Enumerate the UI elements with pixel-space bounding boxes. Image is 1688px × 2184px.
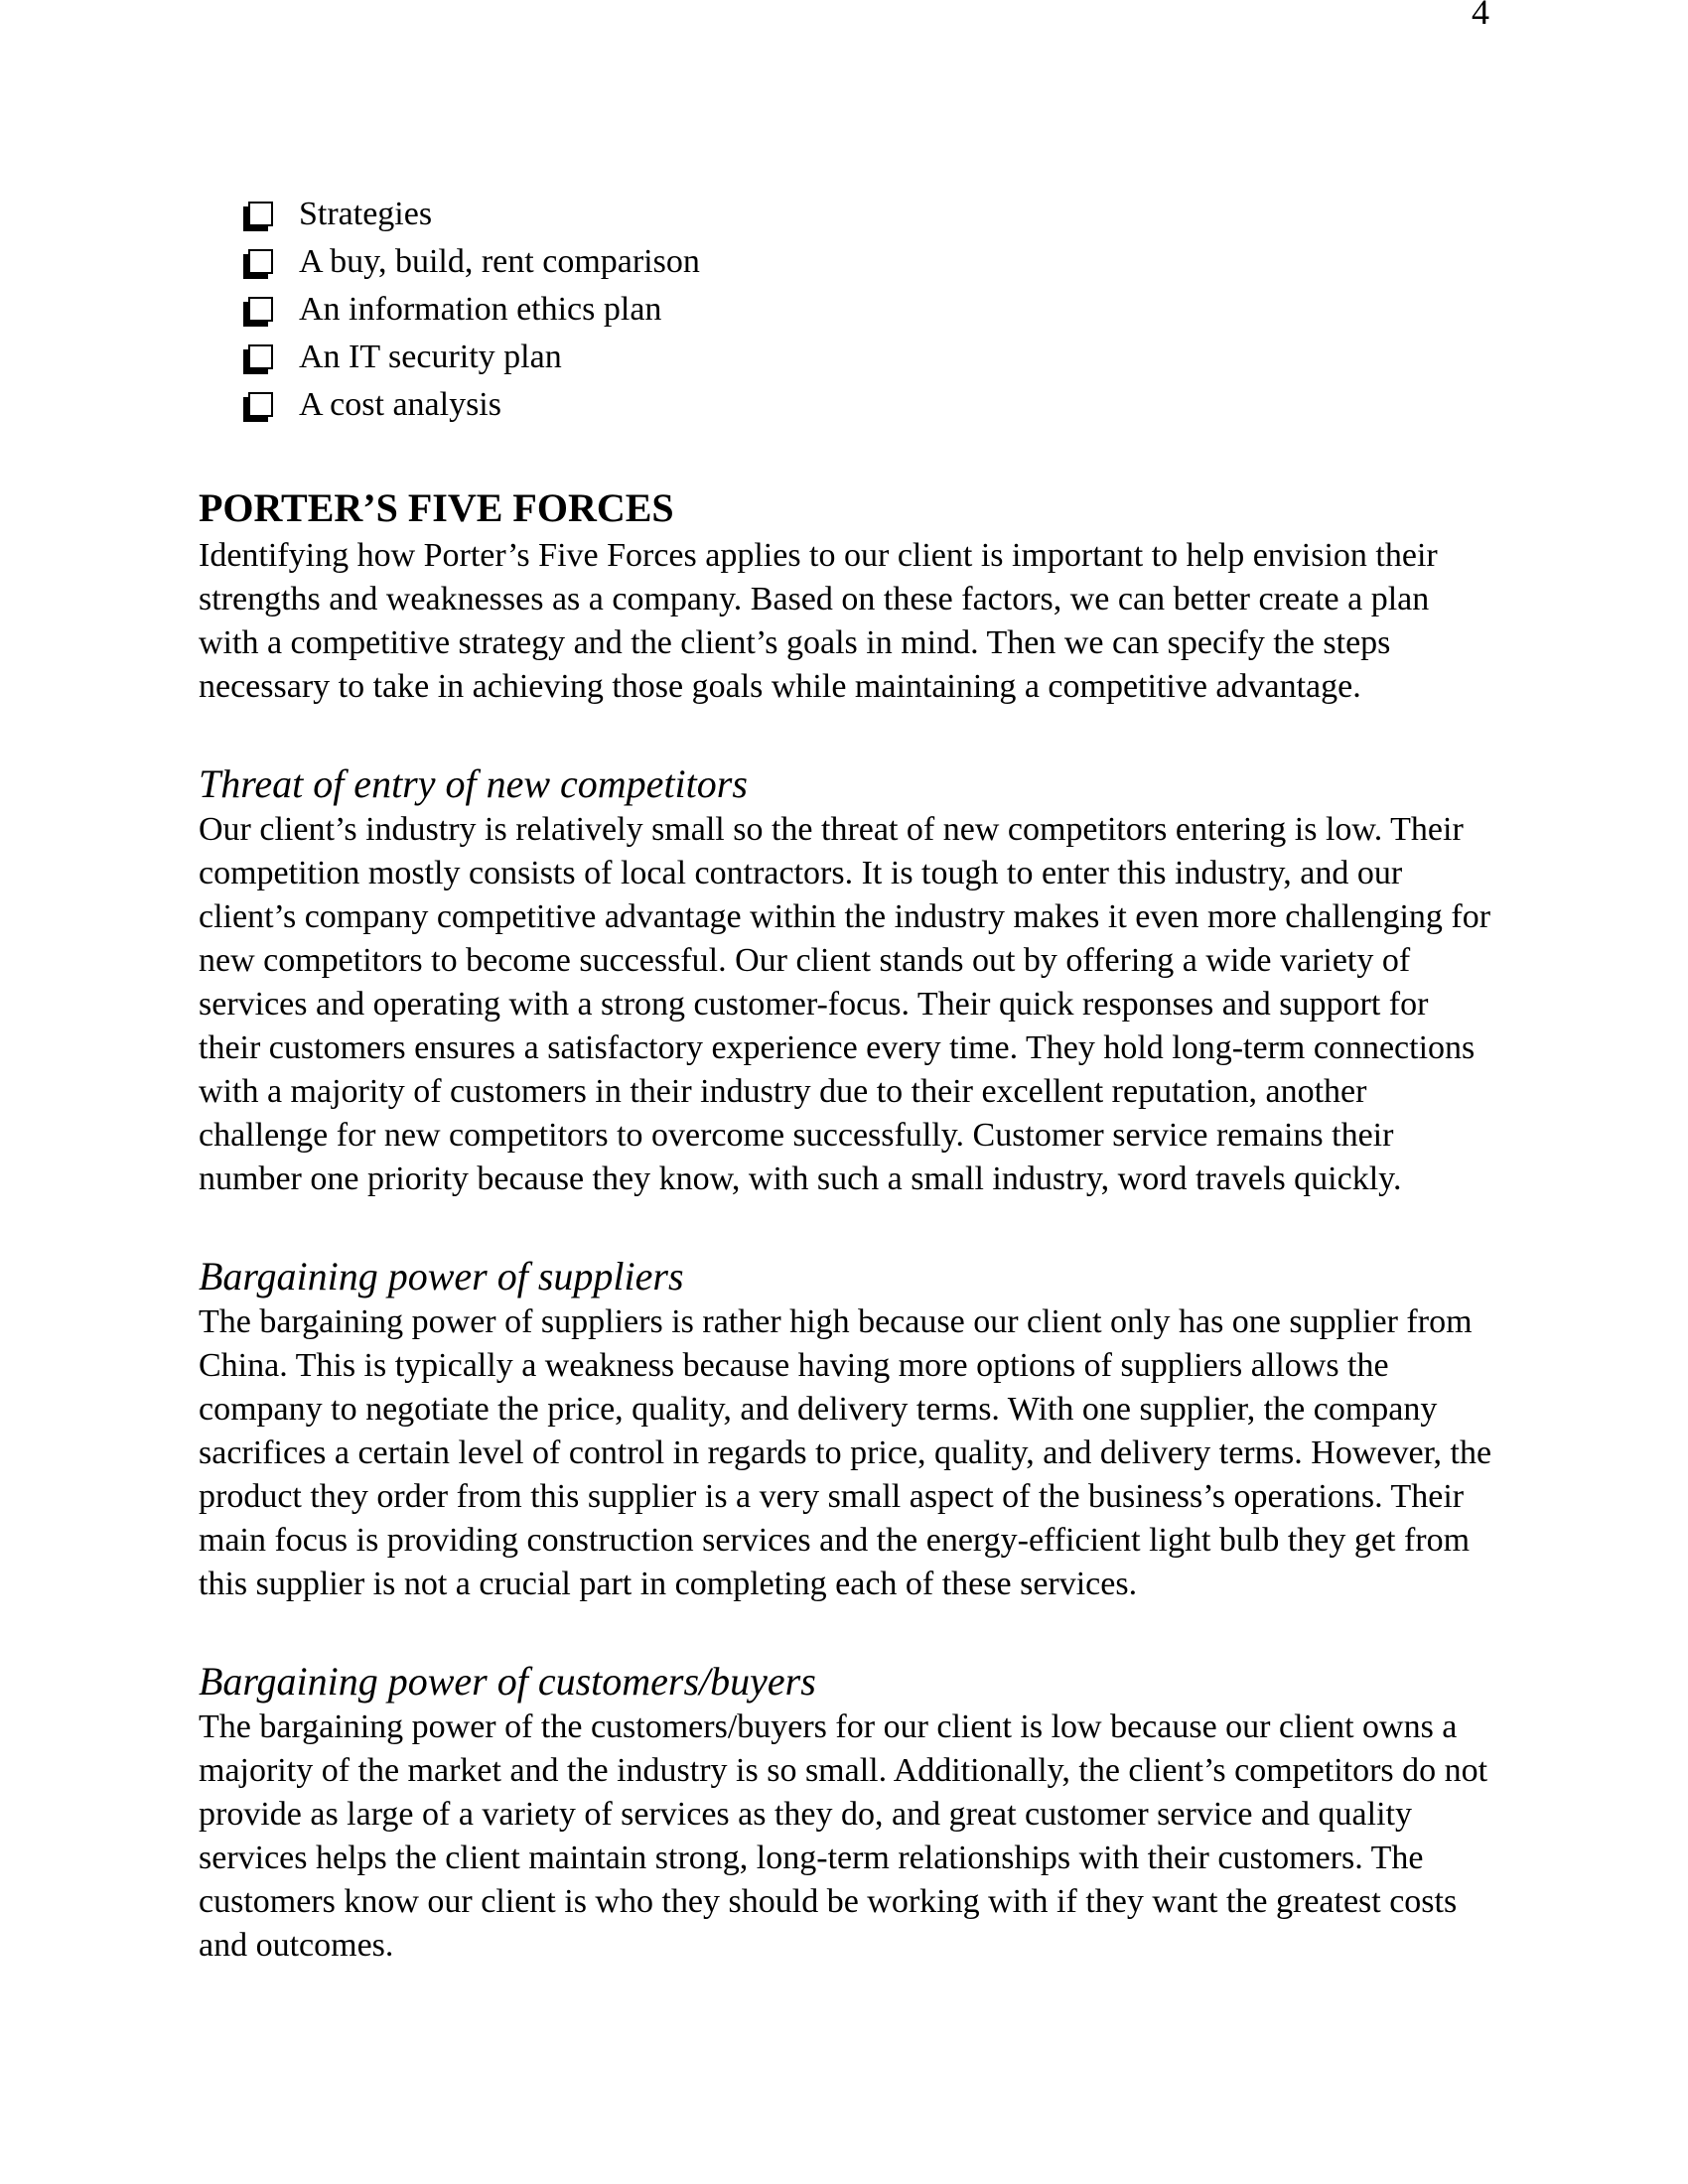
document-content — [199, 0, 1494, 1968]
checkbox-icon — [248, 392, 273, 417]
checklist-item-label: A cost analysis — [299, 386, 501, 423]
checklist-item — [199, 286, 1494, 334]
section-bargaining-power-suppliers — [199, 1253, 1494, 1606]
paragraph-threat-of-entry: Our client’s industry is relatively small so the threat of new competitors entering is low. Their competition mostly consists of local contractors. It is tough to enter this industry, and our client’s company competitive advantage within the industry makes it even more challenging for new competitors to become successful. Our client stands out by offering a wide variety of services and operating with a strong customer-focus. Their quick responses and support for their customers ensures a satisfactory experience every time. They hold long-term connections with a majority of customers in their industry due to their excellent reputation, another challenge for new competitors to overcome successfully. Customer service remains their number one priority because they know, with such a small industry, word travels quickly. — [199, 811, 1491, 1197]
subheading-bargaining-power-customers: Bargaining power of customers/buyers — [199, 1659, 816, 1704]
section-threat-of-entry — [199, 760, 1494, 1201]
checklist-item — [199, 191, 1494, 238]
checklist-item-label: Strategies — [299, 196, 433, 232]
checklist-item-label: An IT security plan — [299, 339, 562, 375]
page-number: 4 — [1472, 0, 1489, 32]
checklist-item-label: A buy, build, rent comparison — [299, 243, 700, 280]
checkbox-icon — [248, 202, 273, 226]
checklist-item — [199, 238, 1494, 286]
section-bargaining-power-customers — [199, 1658, 1494, 1968]
checklist-item — [199, 334, 1494, 381]
checklist-item — [199, 381, 1494, 429]
deliverables-checklist — [199, 191, 1494, 429]
paragraph-bargaining-power-suppliers: The bargaining power of suppliers is rather high because our client only has one supplier from China. This is typically a weakness because having more options of suppliers allows the company to negotiate the price, quality, and delivery terms. With one supplier, the company sacrifices a certain level of control in regards to price, quality, and delivery terms. However, the product they order from this supplier is a very small aspect of the business’s operations. Their main focus is providing construction services and the energy-efficient light bulb they get from this supplier is not a crucial part in completing each of these services. — [199, 1303, 1492, 1602]
section-porters-five-forces — [199, 482, 1494, 709]
checkbox-icon — [248, 249, 273, 274]
paragraph-bargaining-power-customers: The bargaining power of the customers/buyers for our client is low because our client owns a majority of the market and the industry is so small. Additionally, the client’s competitors do not provide as large of a variety of services as they do, and great customer service and quality services helps the client maintain strong, long-term relationships with their customers. The customers know our client is who they should be working with if they want the greatest costs and outcomes. — [199, 1708, 1488, 1964]
checklist-item-label: An information ethics plan — [299, 291, 662, 328]
checkbox-icon — [248, 344, 273, 369]
heading-porters-five-forces: PORTER’S FIVE FORCES — [199, 485, 674, 530]
subheading-bargaining-power-suppliers: Bargaining power of suppliers — [199, 1254, 684, 1298]
subheading-threat-of-entry: Threat of entry of new competitors — [199, 761, 748, 806]
paragraph-porters-five-forces: Identifying how Porter’s Five Forces applies to our client is important to help envision their strengths and weaknesses as a company. Based on these factors, we can better create a plan with a competitive strategy and the client’s goals in mind. Then we can specify the steps necessary to take in achieving those goals while maintaining a competitive advantage. — [199, 537, 1438, 705]
checkbox-icon — [248, 297, 273, 322]
